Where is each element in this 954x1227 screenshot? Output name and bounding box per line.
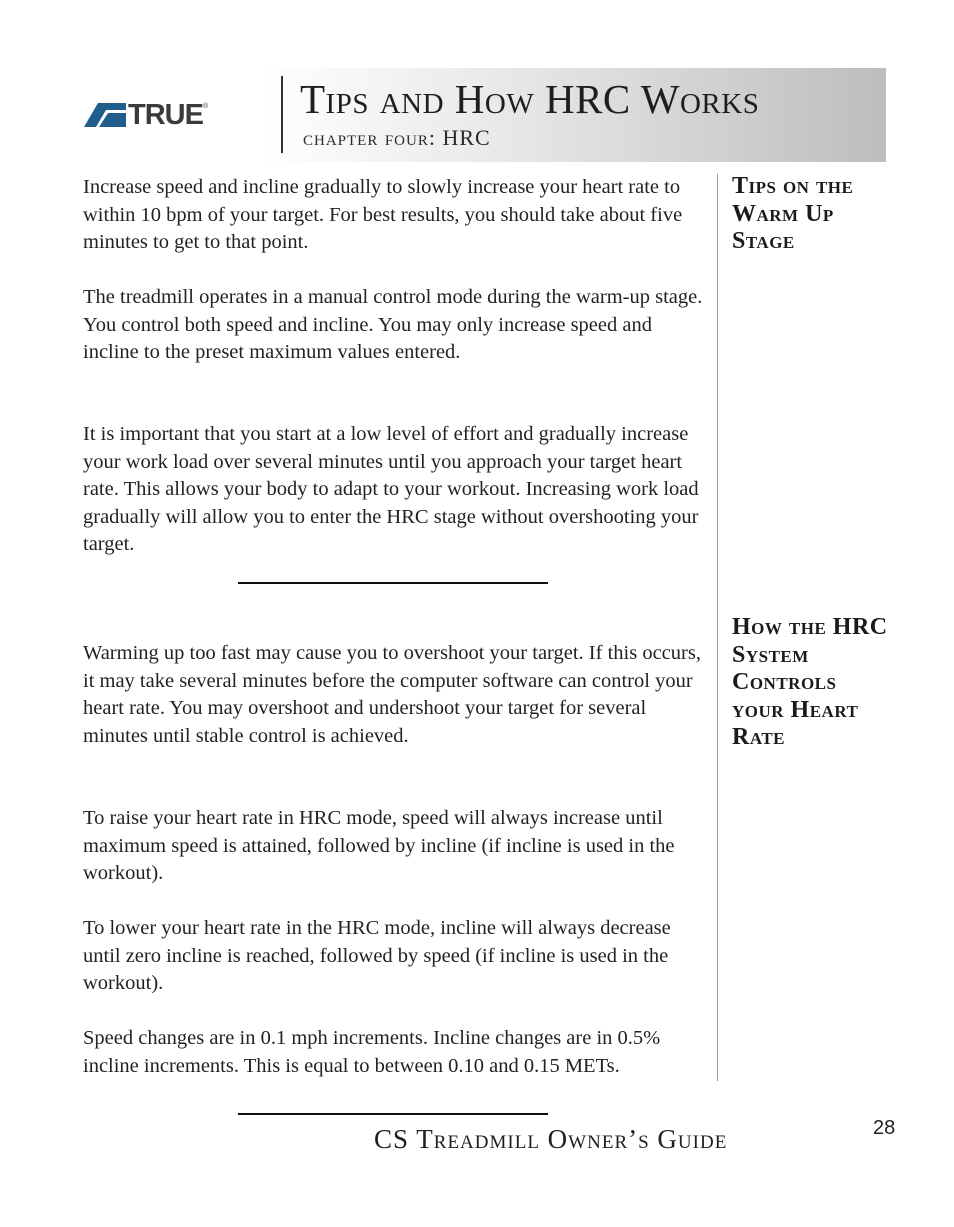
footer-guide-title: CS Treadmill Owner’s Guide [374, 1124, 728, 1154]
sidebar-divider [717, 174, 718, 1081]
section-separator [238, 582, 548, 584]
true-logo-mark-icon [84, 103, 126, 127]
section-heading-warm-up: Tips on the Warm Up Stage [732, 173, 854, 254]
true-logo [84, 99, 252, 131]
header-divider [281, 76, 283, 153]
logo-trademark: ® [202, 103, 209, 110]
chapter-label: chapter four: HRC [303, 125, 491, 150]
section-heading-hrc-system: How the HRC System Controls your Heart Rate [732, 614, 888, 750]
body-paragraph: To lower your heart rate in the HRC mode, incline will always decrease until zero incline is reached, followed by speed (if incline is used in the workout). [83, 917, 671, 994]
body-paragraph: It is important that you start at a low level of effort and gradually increase your work load over several minutes until you approach your target heart rate. This allows your body to adapt to your workout. Increasing work load gradually will allow you to enter the HRC stage without overshooting your target. [83, 423, 699, 555]
body-paragraph: Speed changes are in 0.1 mph increments. Incline changes are in 0.5% incline increments. This is equal to between 0.10 and 0.15 METs. [83, 1027, 661, 1077]
page-number: 28 [873, 1117, 896, 1139]
body-paragraph: Increase speed and incline gradually to slowly increase your heart rate to within 10 bpm of your target. For best results, you should take about five minutes to get to that point. [83, 176, 683, 253]
body-paragraph: To raise your heart rate in HRC mode, speed will always increase until maximum speed is attained, followed by incline (if incline is used in the workout). [83, 807, 675, 884]
body-paragraph: Warming up too fast may cause you to overshoot your target. If this occurs, it may take several minutes before the computer software can control your heart rate. You may overshoot and undershoot your target for several minutes until stable control is achieved. [83, 642, 701, 747]
footer-separator [238, 1113, 548, 1115]
body-paragraph: The treadmill operates in a manual control mode during the warm-up stage. You control both speed and incline. You may only increase speed and incline to the preset maximum values entered. [83, 286, 703, 363]
logo-text: TRUE [128, 99, 203, 131]
page-title: Tips and How HRC Works [300, 76, 760, 122]
